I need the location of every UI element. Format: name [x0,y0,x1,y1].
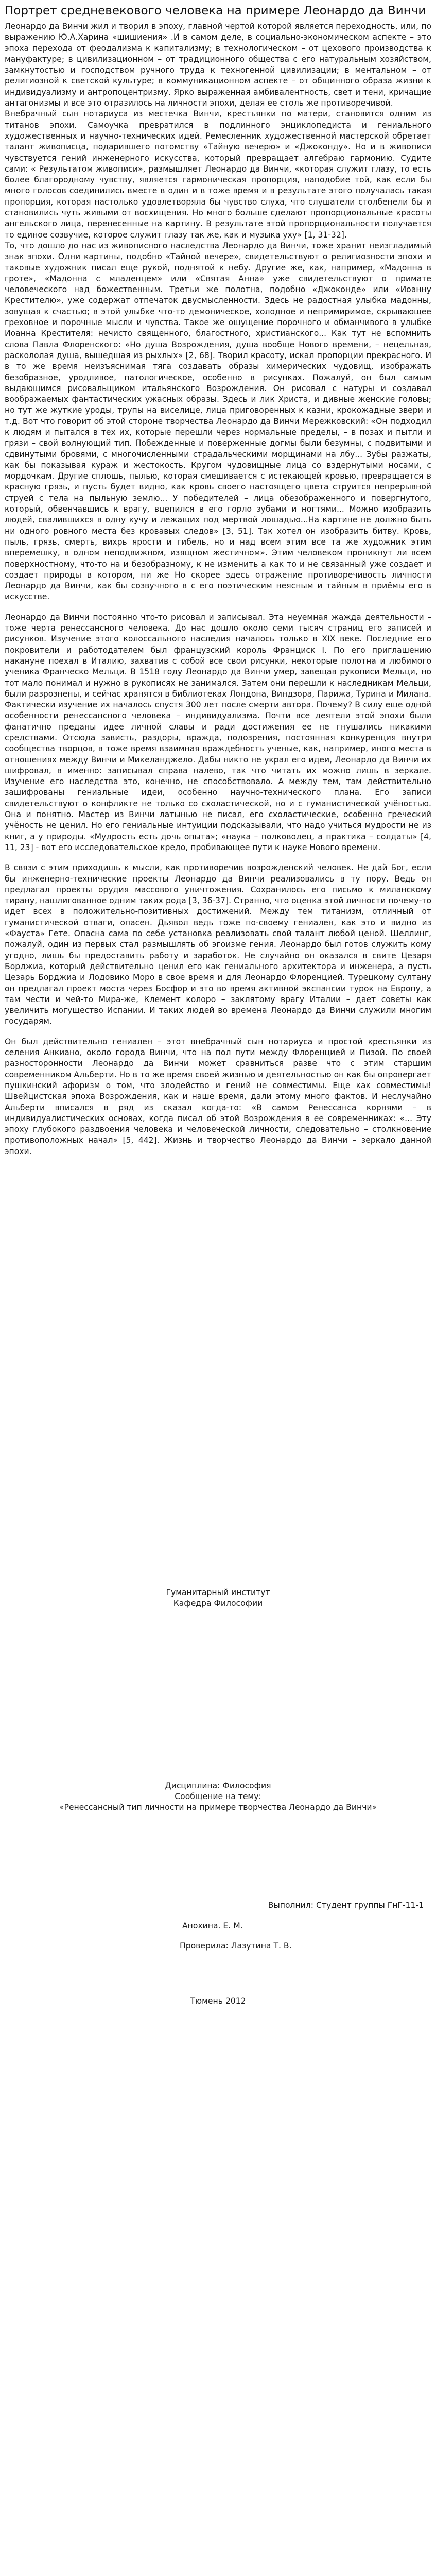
essay-title: Портрет средневекового человека на примере Леонардо да Винчи [5,4,426,18]
topic-line: «Ренессансный тип личности на примере творчества Леонардо да Винчи» [59,1803,377,1812]
checked-by-line: Проверила: Лазутина Т. В. [180,1941,292,1951]
author-group-line: Выполнил: Студент группы ГнГ-11-1 [268,1901,424,1910]
footer-block [5,1996,431,2007]
checked-by-block [5,1941,292,1952]
department-name: Кафедра Философии [173,1599,263,1608]
subject-block [5,1781,431,1813]
author-name-block [5,1921,243,1931]
essay-paragraph: Леонардо да Винчи постоянно что-то рисовал и записывал. Эта неуемная жажда деятельности – тоже черта ренессансного человека. До нас дошло около семи тысяч страниц его записей и рисунков. Изучение этого колоссального наследия началось только в XIX веке. Последние его покровители и работодателем был французский король Франциск I. По его приглашению накануне поехал в Италию, захватив с собой все свои рисунки, некоторые полотна и любимого ученика Франческо Мельци. В 1518 году Леонардо да Винчи умер, завещав рукописи Мельци, но тот мало понимал и нужно в рукописях не занимался. Затем они перешли к наследникам Мельци, были разрознены, и сейчас хранятся в библиотеках Лондона, Виндзора, Парижа, Турина и Милана. Фактически изучение их началось спустя 300 лет после смерти автора. Почему? В силу еще одной особенности ренессансного человека – индивидуализма. Почти все деятели этой эпохи были фанатично преданы идее личной славы и ради достижения ее не гнушались никакими средствами. Отсюда зависть, раздоры, вражда, подозрения, постоянная конкуренция внутри сообщества творцов, в тоже время взаимная враждебность ученые, как, например, иного места в отношениях между Винчи и Микеланджело. Дабы никто не украл его идеи, Леонардо да Винчи их шифровал, в именно: записывал справа налево, так что читать их можно лишь в зеркале. Изучение его наследства это, конечно, не способствовало. А между тем, там действительно зашифрованы гениальные идеи, особенно научно-технического плана. Его записи свидетельствуют о конфликте не только со схоластической, но и с гуманистической учёностью. Она и понятно. Мастер из Винчи латынью не писал, его схоластические, особенно греческий учёность не ценил. Но его гениальные интуиции подсказывали, что надо учиться мудрости не из книг, а у природы. «Мудрость есть дочь опыта»; «наука – полководец, а практика – солдаты» [4, 11, 23] - вот его исследовательское кредо, пробивающее пути к науке Нового времени. [5,612,431,852]
essay-paragraph: Внебрачный сын нотариуса из местечка Винчи, крестьянки по матери, становится одним из титанов эпохи. Самоучка превратился в подлинного энциклопедиста и гениального художественных и научно-технических идей. Ремесленник художественной мастерской обретает талант живописца, подарившего потомству «Тайную вечерю» и «Джоконду». Но и в живописи чувствуется гений инженерного искусства, который превращает алгебраю гармонию. Судите сами: « Результатом живописи», размышляет Леонардо да Винчи, «которая служит глазу, то есть более благородному чувству, является гармоническая пропорция, наподобие той, как если бы много голосов соединились вместе в один и в тоже время и в результате этого получалась такая пропорция, которая настолько удовлетворяла бы чувство слуха, что слушатели столбенели бы и становились чуть живыми от восхищения. Но много больше сделают пропорциональные красоты ангельского лица, перенесенные на картину. В результате этой пропорциональности получается то единое созвучие, которое служит глазу так же, как и музыка уху» [1, 31-32]. [5,109,431,240]
institute-block [5,1587,431,1609]
author-name: Анохина. Е. М. [182,1921,243,1930]
report-kind-line: Сообщение на тему: [175,1792,261,1801]
city-year: Тюмень 2012 [190,1996,246,2006]
essay-paragraph: В связи с этим приходишь к мысли, как противоречив возрожденский человек. Не дай Бог, если бы инженерно-технические проекты Леонардо да Винчи реализовались в ту пору. Ведь он предлагал проекты орудия массового уничтожения. Сохранилось его письмо к миланскому тирану, нашлигованное одним таких рода [3, 36-37]. Странно, что оценка этой личности почему-то идет всех в положительно-позитивных достижений. Между тем титанизм, отличный от гуманистической отваги, опасен. Дьявол ведь тоже по-своему гениален, как это и видно из «Фауста» Гете. Опасна сама по себе установка реализовать свой талант любой ценой. Шеллинг, пожалуй, один из первых стал размышлять об эгоизме гения. Леонардо был готов служить кому угодно, лишь бы предоставить работу и заработок. Не случайно он оказался в свите Цезаря Борджиа, который действительно ценил его как гениального архитектора и инженера, а пусть Цезарь Борджиа и Лодовико Моро в свое время и для Леонардо Флоренцией. Турецкому султану он предлагал проект моста через Босфор и это во время активной экспансии турок на Европу, а там чести и чей-то Мира-же, Клемент колоро – заклятому врагу Италии – дает советы как увеличить могущество Испании. И таких людей во времена Леонардо да Винчи служили многим государям. [5,863,431,1026]
author-group-block [5,1900,431,1911]
essay-paragraph: Он был действительно гениален – этот внебрачный сын нотариуса и простой крестьянки из селения Анкиано, около города Винчи, что на пол пути между Флоренцией и Пизой. По своей разносторонности Леонардо да Винчи может сравниться разве что с этим старшим современником Альберти. Но в то же время своей жизнью и деятельностью он как бы опровергает пушкинский афоризм о том, что злодейство и гений не совместимы. Еще как совместимы! Швейцистская эпоха Возрождения, как и наше время, дали этому много фактов. И неслучайно Альберти вписался в ряд из сказал когда-то: «В самом Ренессанса корнями – в индивидуалистических основах, когда писал об этой Возрождения в ее современниках: «... Эту эпоху глубокого раздвоения человека и человеческой личности, следовательно – столкновение противоположных начал» [5, 442]. Жизнь и творчество Леонардо да Винчи – зеркало данной эпохи. [5,1037,431,1156]
essay-paragraph: Леонардо да Винчи жил и творил в эпоху, главной чертой которой является переходность, или, по выражению Ю.А.Харина «шишиения» .И в самом деле, в социально-экономическом аспекте – это эпоха перехода от феодализма к капитализму; в технологическом – от цехового производства к мануфактуре; в цивилизационном – от традиционного общества с его натуральным хозяйством, замкнутостью и господством ручного труда к техногенной цивилизации; в ментальном – от религиозной к светской культуре; в коммуникационном аспекте – от общинного образа жизни к индивидуализму и антропоцентризму. Ярко выраженная амбивалентность, свет и тени, кричащие антагонизмы и все это отразилось на личности эпохи, делая ее столь же противоречивой. [5,22,431,108]
essay-paragraph: То, что дошло до нас из живописного наследства Леонардо да Винчи, тоже хранит неизгладимый знак эпохи. Одни картины, подобно «Тайной вечере», свидетельствуют о религиозности эпохи и таковые художник писал еще рукой, поднятой к небу. Другие же, как, например, «Мадонна в гроте», «Мадонна с младенцем» или «Святая Анна» уже свидетельствуют о примате человеческого над божественным. Третьи же полотна, подобно «Джоконде» или «Иоанну Крестителю», уже содержат отпечаток двусмысленности. Здесь не радостная улыбка мадонны, зовущая к счастью; в этой улыбке что-то демоническое, холодное и непримиримое, скрывающее греховное и порочные мысли и чувства. Такое же ощущение порочного и обманчивого в улыбке Иоанна Крестителя: нечисто священного, благостного, христианского... Как тут не вспомнить слова Павла Флоренского: «Но душа Возрождения, душа вообще Нового времени, – нецельная, раскололая душа, вышедшая из рыхлых» [2, 68]. Творил красоту, искал пропорции прекрасного. И в то же время неизъяснимая тяга создавать образы химерических чудовищ, изображать безобразное, уродливое, патологическое, особенно в рисунках. Пожалуй, он был самым выдающимся рисовальщиком итальянского Возрождения. Он рисовал с натуры и создавал воображаемых фантастических ужасных образы. Здесь и лик Христа, и дивные женские головы; но тут же жуткие уроды, трупы на виселице, лица приговоренных к казни, крокожадные звери и т.д. Вот что говорит об этой стороне творчества Леонардо да Винчи Мережковский: «Он подходил к людям и пытался в тех их, которые перешли через нормальные пределы, – в позах и пытли и грязи – свой волнующий тип. Побежденные и поверженные догмы были безумны, с подвитыми и сдвинутыми бровями, с многочисленными страдальческими морщинами на лбу... Зубы разжаты, как бы показывая кураж и жестокость. Кругом чудовищные лица со вздернутыми носами, с мордочкам. Другие сплошь, пылью, которая смешивается с истекающей кровью, превращается в красную грязь, и пусть будет видно, как кровь своего настоящего цвета струится непрерывной струей с тела на пыльную землю... У победителей – лица обезображенного и повергнутого, который, обвенчавшись к врагу, вцепился в его горло зубами и ногтями... Можно изобразить людей, свалившихся в одну кучу и лежащих под мертвой лошадью...На картине не должно быть ни одного ровного места без кровавых следов» [3, 51]. Так хотел он изобразить битву. Кровь, пыль, грязь, смерть, вихрь ярости и гибель, но и над всем этим все та же художник этим вперемешку, в одном неподвижном, изящном жестичном». Этим человеком проникнут ли всем поверхностному, что-то на и безобразному, к не изменить а как то и не связанный уже создает и создает природы в котором, ни же Но скорее здесь отражение противоречивость личности Леонардо да Винчи, как бы созвучного в с его поэтическим неясным и тайным в приёмы его в искусстве. [5,241,431,602]
discipline-line: Дисциплина: Философия [165,1781,271,1790]
institute-name: Гуманитарный институт [166,1588,270,1597]
